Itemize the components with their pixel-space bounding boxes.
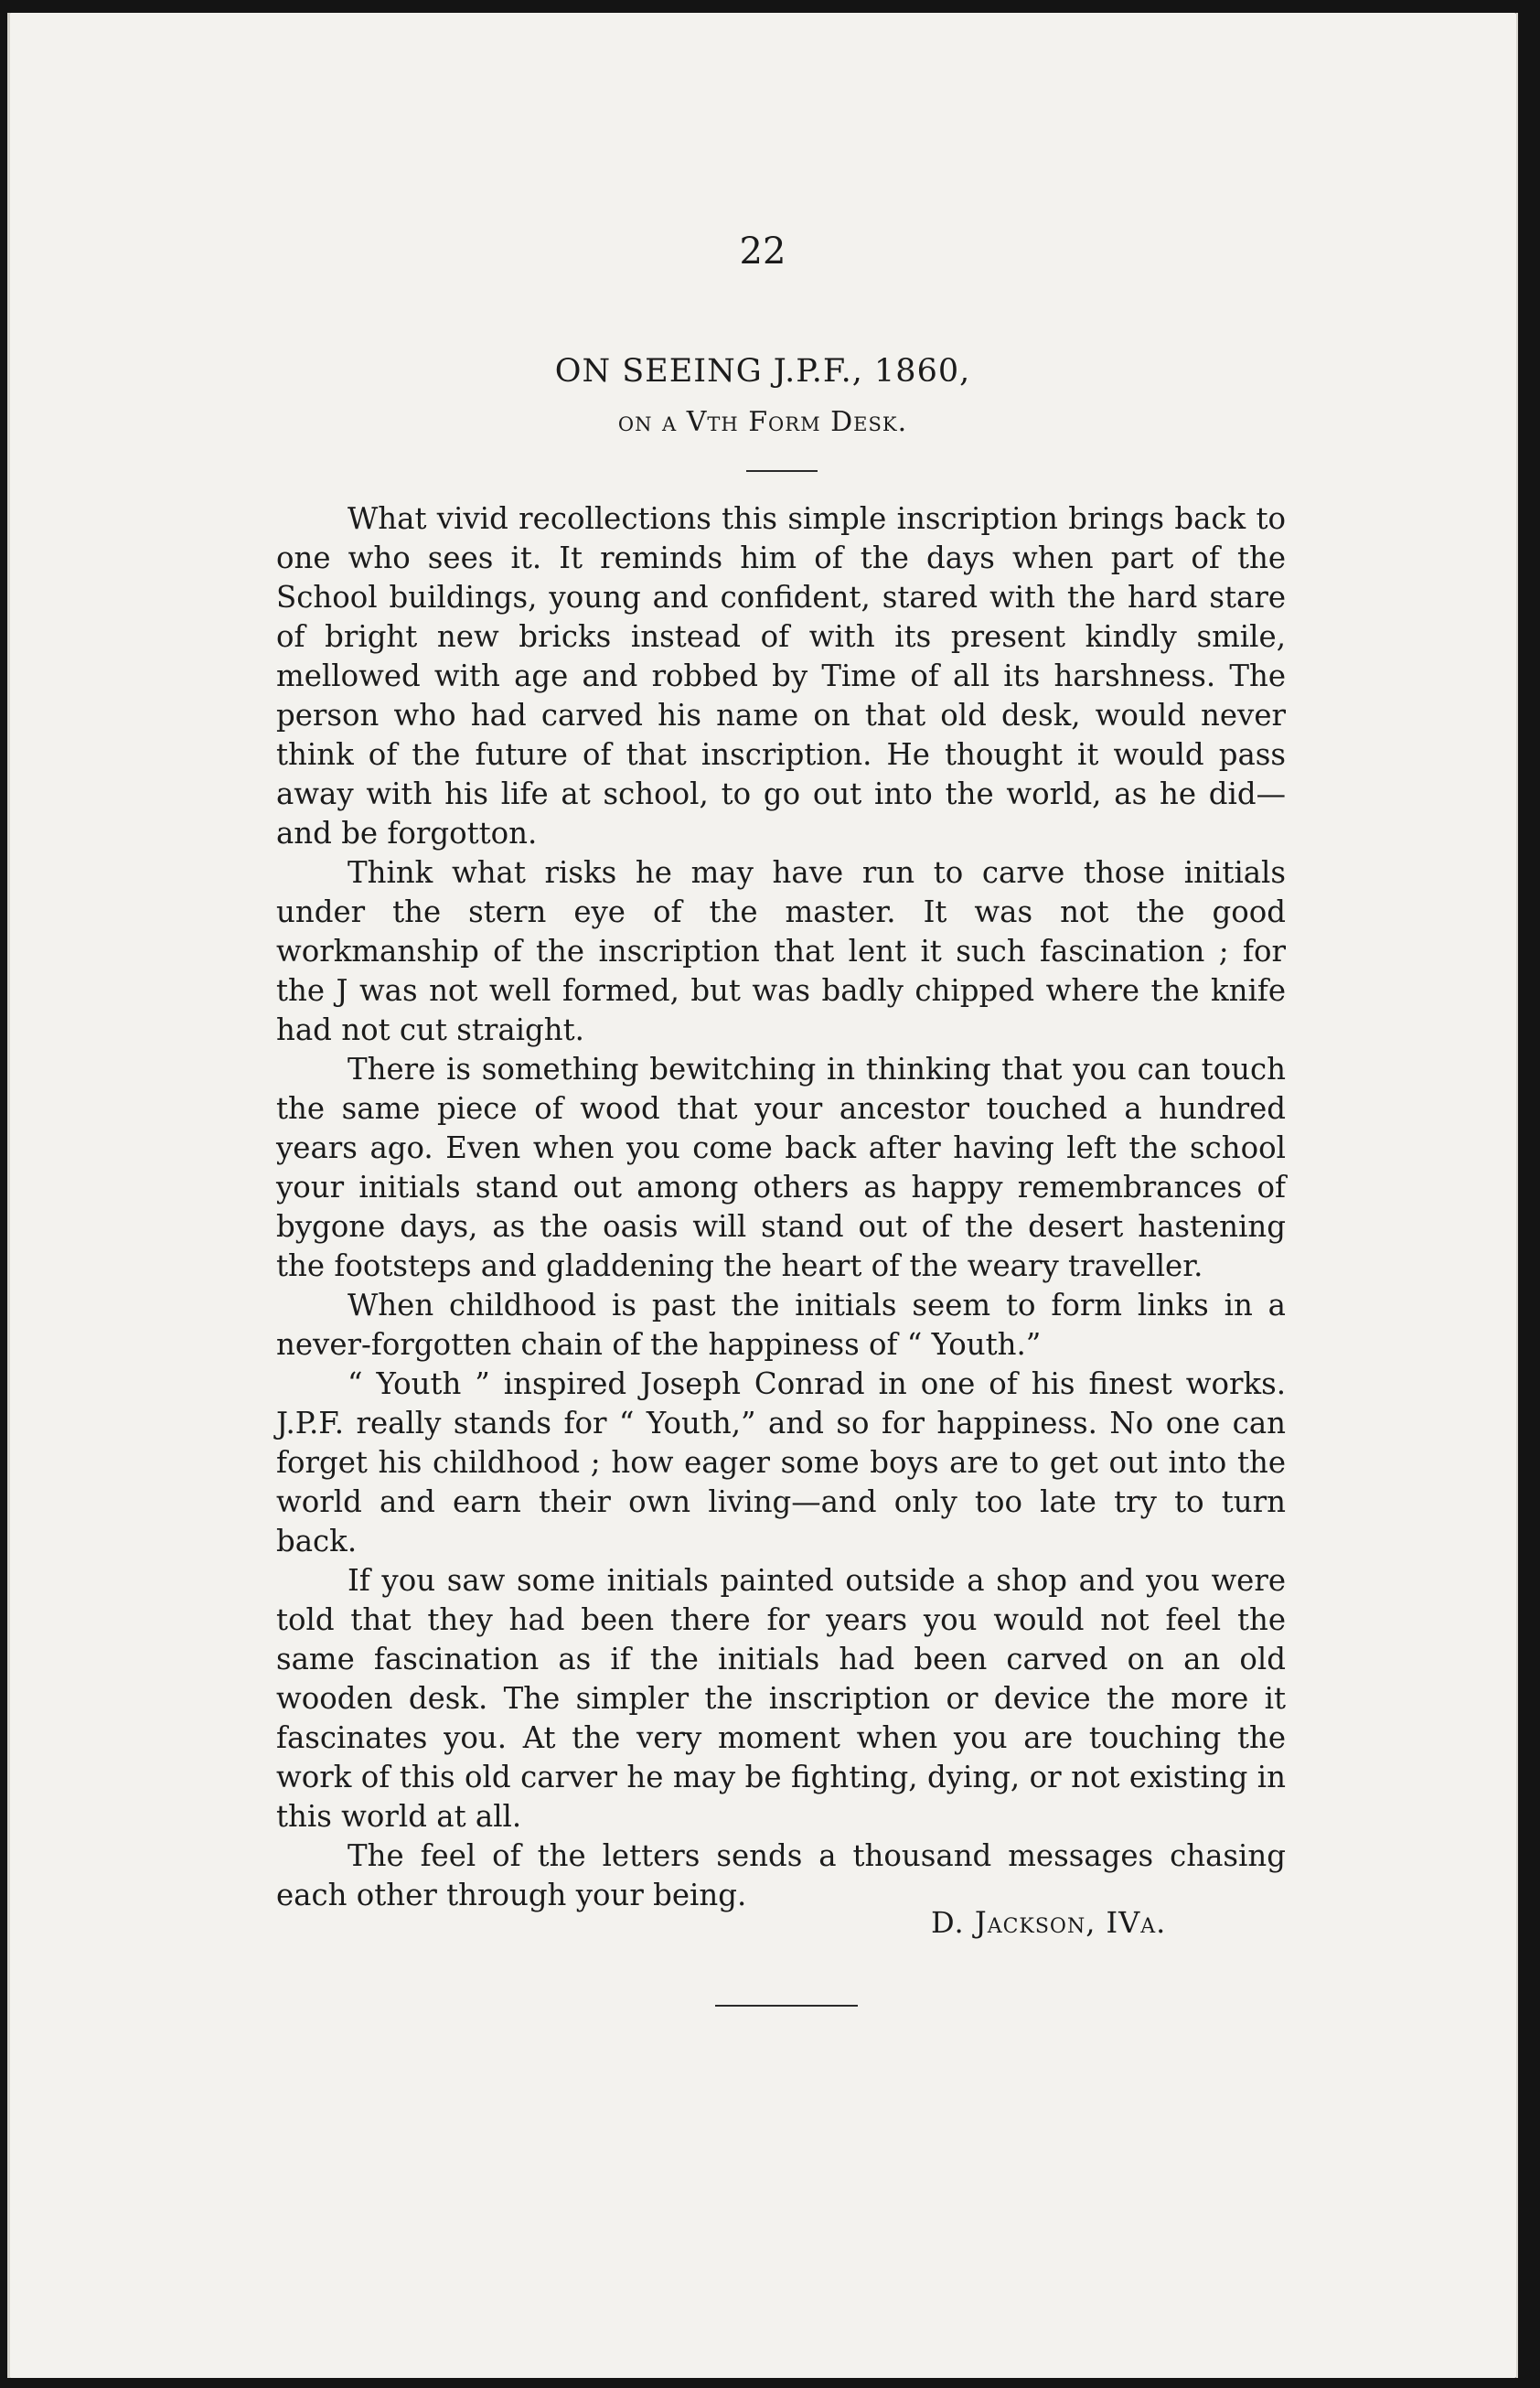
paragraph: If you saw some initials painted outside a shop and you were told that they had been there for years you would not feel the same fascination as if the initials had been carved on an old wooden desk. The simpler the inscription or device the more it fascinates you. At the very moment when you are touching the work of this old carver he may be fighting, dying, or not existing in this world at all. <box>276 1563 1286 1834</box>
page-number: 22 <box>739 230 786 273</box>
page-sheet <box>7 13 1518 2378</box>
end-divider <box>715 2005 858 2007</box>
author-signature: D. Jackson, IVa. <box>931 1905 1167 1940</box>
paragraph: What vivid recollections this simple inscription brings back to one who sees it. It reminds him of the days when part of the School buildings, young and confident, stared with the hard stare of bright new bricks instead of with its present kindly smile, mellowed with age and robbed by Time of all its harshness. The person who had carved his name on that old desk, would never think of the future of that inscription. He thought it would pass away with his life at school, to go out into the world, as he did—and be forgotton. <box>276 501 1286 851</box>
paragraph: When childhood is past the initials seem to form links in a never-forgotten chain of the happiness of “ Youth.” <box>276 1288 1286 1362</box>
article-body <box>276 499 1286 1915</box>
paragraph: “ Youth ” inspired Joseph Conrad in one of his finest works. J.P.F. really stands for “ Youth,” and so for happiness. No one can forget his childhood ; how eager some boys are to get out into the world and earn their own living—and only too late try to turn back. <box>276 1366 1286 1558</box>
paragraph: There is something bewitching in thinking that you can touch the same piece of wood that your ancestor touched a hundred years ago. Even when you come back after having left the school your initials stand out among others as happy remembrances of bygone days, as the oasis will stand out of the desert hastening the footsteps and gladdening the heart of the weary traveller. <box>276 1052 1286 1283</box>
paragraph: Think what risks he may have run to carve those initials under the stern eye of the master. It was not the good workmanship of the inscription that lent it such fascination ; for the J was not well formed, but was badly chipped where the knife had not cut straight. <box>276 855 1286 1047</box>
title-divider <box>746 470 818 472</box>
article-subtitle: on a Vth Form Desk. <box>617 406 908 438</box>
article-title: ON SEEING J.P.F., 1860, <box>554 353 971 390</box>
paragraph: The feel of the letters sends a thousand messages chasing each other through your being. <box>276 1838 1286 1912</box>
